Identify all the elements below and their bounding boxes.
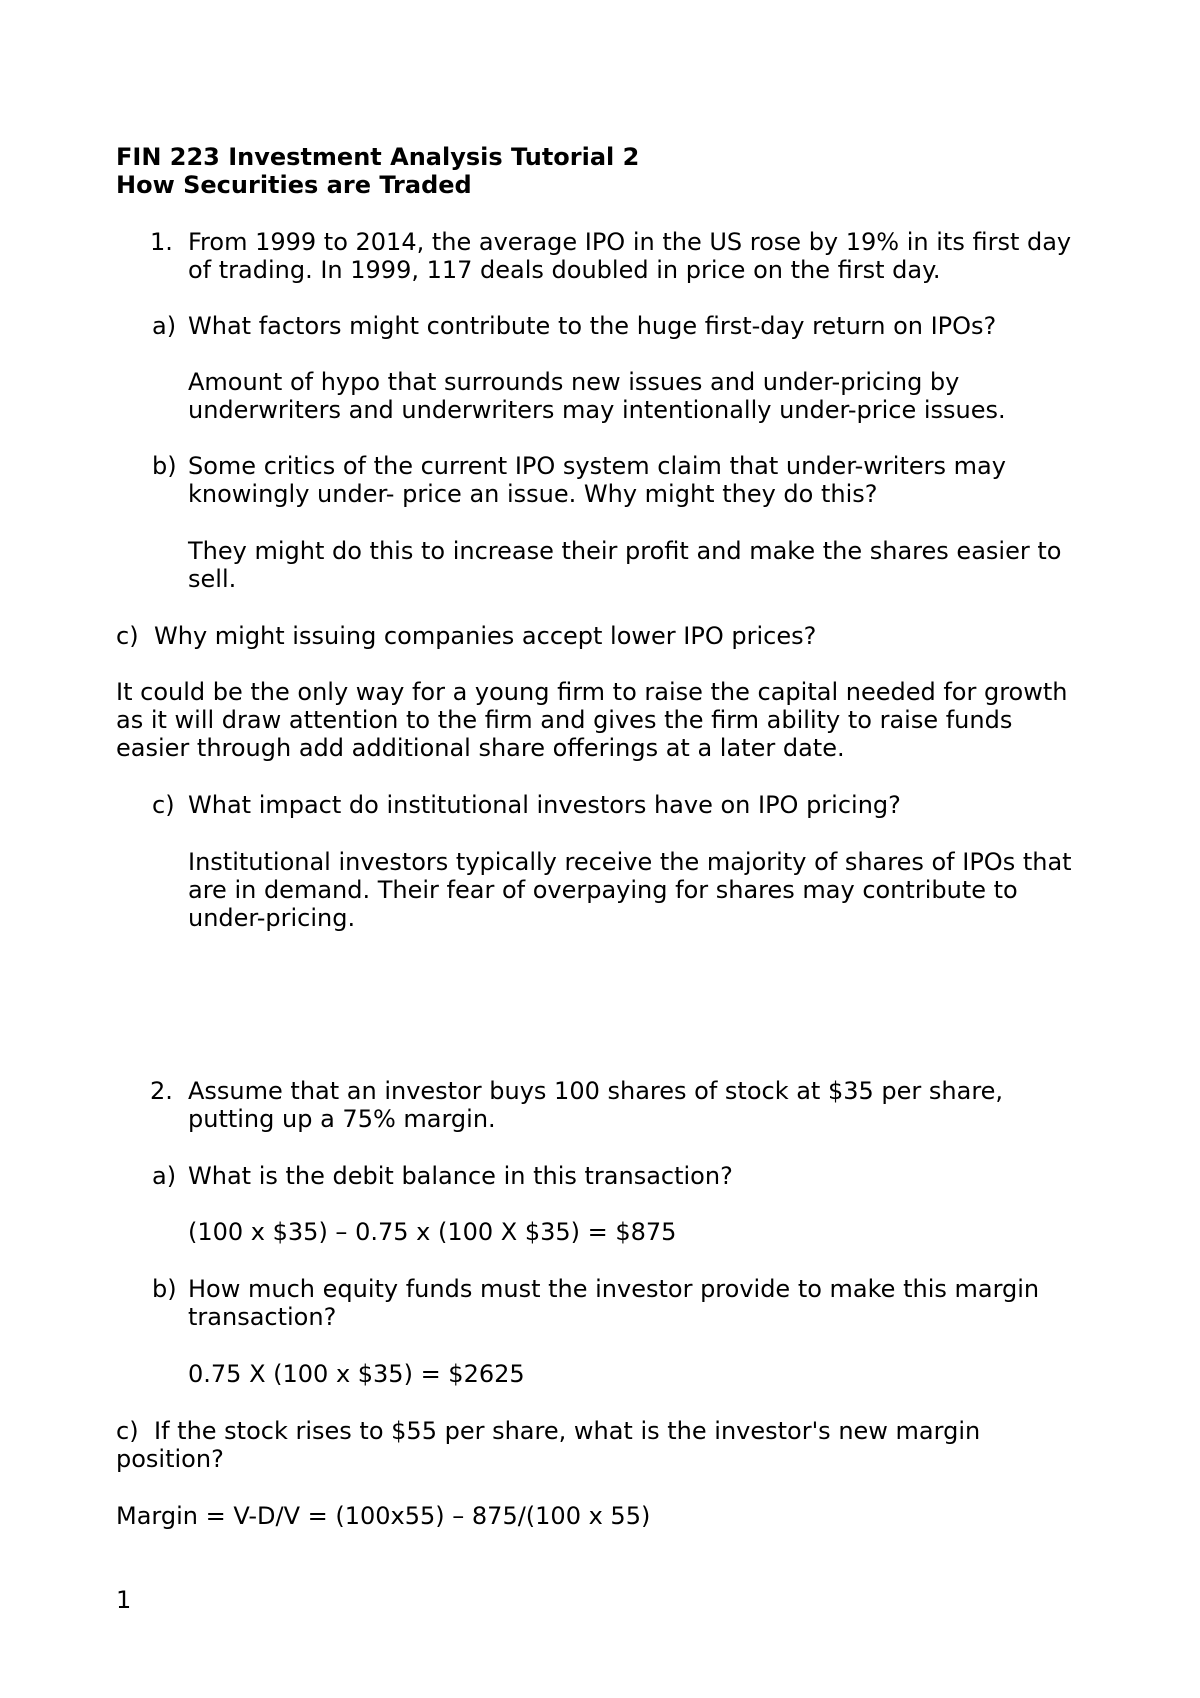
- q1c1-answer-line1: It could be the only way for a young firm to raise the capital needed for growth: [116, 678, 1068, 706]
- q1c1-question: Why might issuing companies accept lower IPO prices?: [154, 622, 817, 650]
- q1c2-question: What impact do institutional investors have on IPO pricing?: [188, 791, 901, 819]
- q2c-marker: c): [116, 1417, 139, 1445]
- q2-text-line1: Assume that an investor buys 100 shares of stock at $35 per share,: [188, 1077, 1004, 1105]
- q1-text-line2: of trading. In 1999, 117 deals doubled in price on the first day.: [188, 256, 941, 284]
- q1b-answer-line2: sell.: [188, 565, 237, 593]
- q1b-marker: b): [152, 452, 177, 480]
- q2a-answer: (100 x $35) – 0.75 x (100 X $35) = $875: [188, 1218, 677, 1246]
- q2a-question: What is the debit balance in this transaction?: [188, 1162, 733, 1190]
- document-title: FIN 223 Investment Analysis Tutorial 2: [116, 143, 640, 171]
- q1c1-answer-line2: as it will draw attention to the firm and gives the firm ability to raise funds: [116, 706, 1013, 734]
- q1c2-answer-line2: are in demand. Their fear of overpaying for shares may contribute to: [188, 876, 1018, 904]
- q2b-question-line1: How much equity funds must the investor provide to make this margin: [188, 1275, 1040, 1303]
- q1a-answer-line2: underwriters and underwriters may intentionally under-price issues.: [188, 396, 1006, 424]
- q1a-question: What factors might contribute to the huge first-day return on IPOs?: [188, 312, 997, 340]
- q2c-answer: Margin = V-D/V = (100x55) – 875/(100 x 55): [116, 1502, 651, 1530]
- q1c2-answer-line1: Institutional investors typically receive the majority of shares of IPOs that: [188, 848, 1072, 876]
- page-number: 1: [116, 1586, 132, 1614]
- q2b-question-line2: transaction?: [188, 1303, 337, 1331]
- q1a-answer-line1: Amount of hypo that surrounds new issues and under-pricing by: [188, 368, 960, 396]
- q2c-question-line2: position?: [116, 1445, 224, 1473]
- q2c-question-line1: If the stock rises to $55 per share, what is the investor's new margin: [154, 1417, 981, 1445]
- q2b-marker: b): [152, 1275, 177, 1303]
- q1c2-marker: c): [152, 791, 175, 819]
- q1c1-answer-line3: easier through add additional share offerings at a later date.: [116, 734, 845, 762]
- q1c2-answer-line3: under-pricing.: [188, 904, 356, 932]
- q1b-answer-line1: They might do this to increase their profit and make the shares easier to: [188, 537, 1062, 565]
- q1b-question-line2: knowingly under- price an issue. Why might they do this?: [188, 480, 878, 508]
- q1c1-marker: c): [116, 622, 139, 650]
- q2b-answer: 0.75 X (100 x $35) = $2625: [188, 1360, 525, 1388]
- document-subtitle: How Securities are Traded: [116, 171, 472, 199]
- q2-text-line2: putting up a 75% margin.: [188, 1105, 496, 1133]
- q1-text-line1: From 1999 to 2014, the average IPO in the US rose by 19% in its first day: [188, 228, 1072, 256]
- q2a-marker: a): [152, 1162, 177, 1190]
- q1b-question-line1: Some critics of the current IPO system claim that under-writers may: [188, 452, 1006, 480]
- q2-number: 2.: [150, 1077, 173, 1105]
- q1a-marker: a): [152, 312, 177, 340]
- q1-number: 1.: [150, 228, 173, 256]
